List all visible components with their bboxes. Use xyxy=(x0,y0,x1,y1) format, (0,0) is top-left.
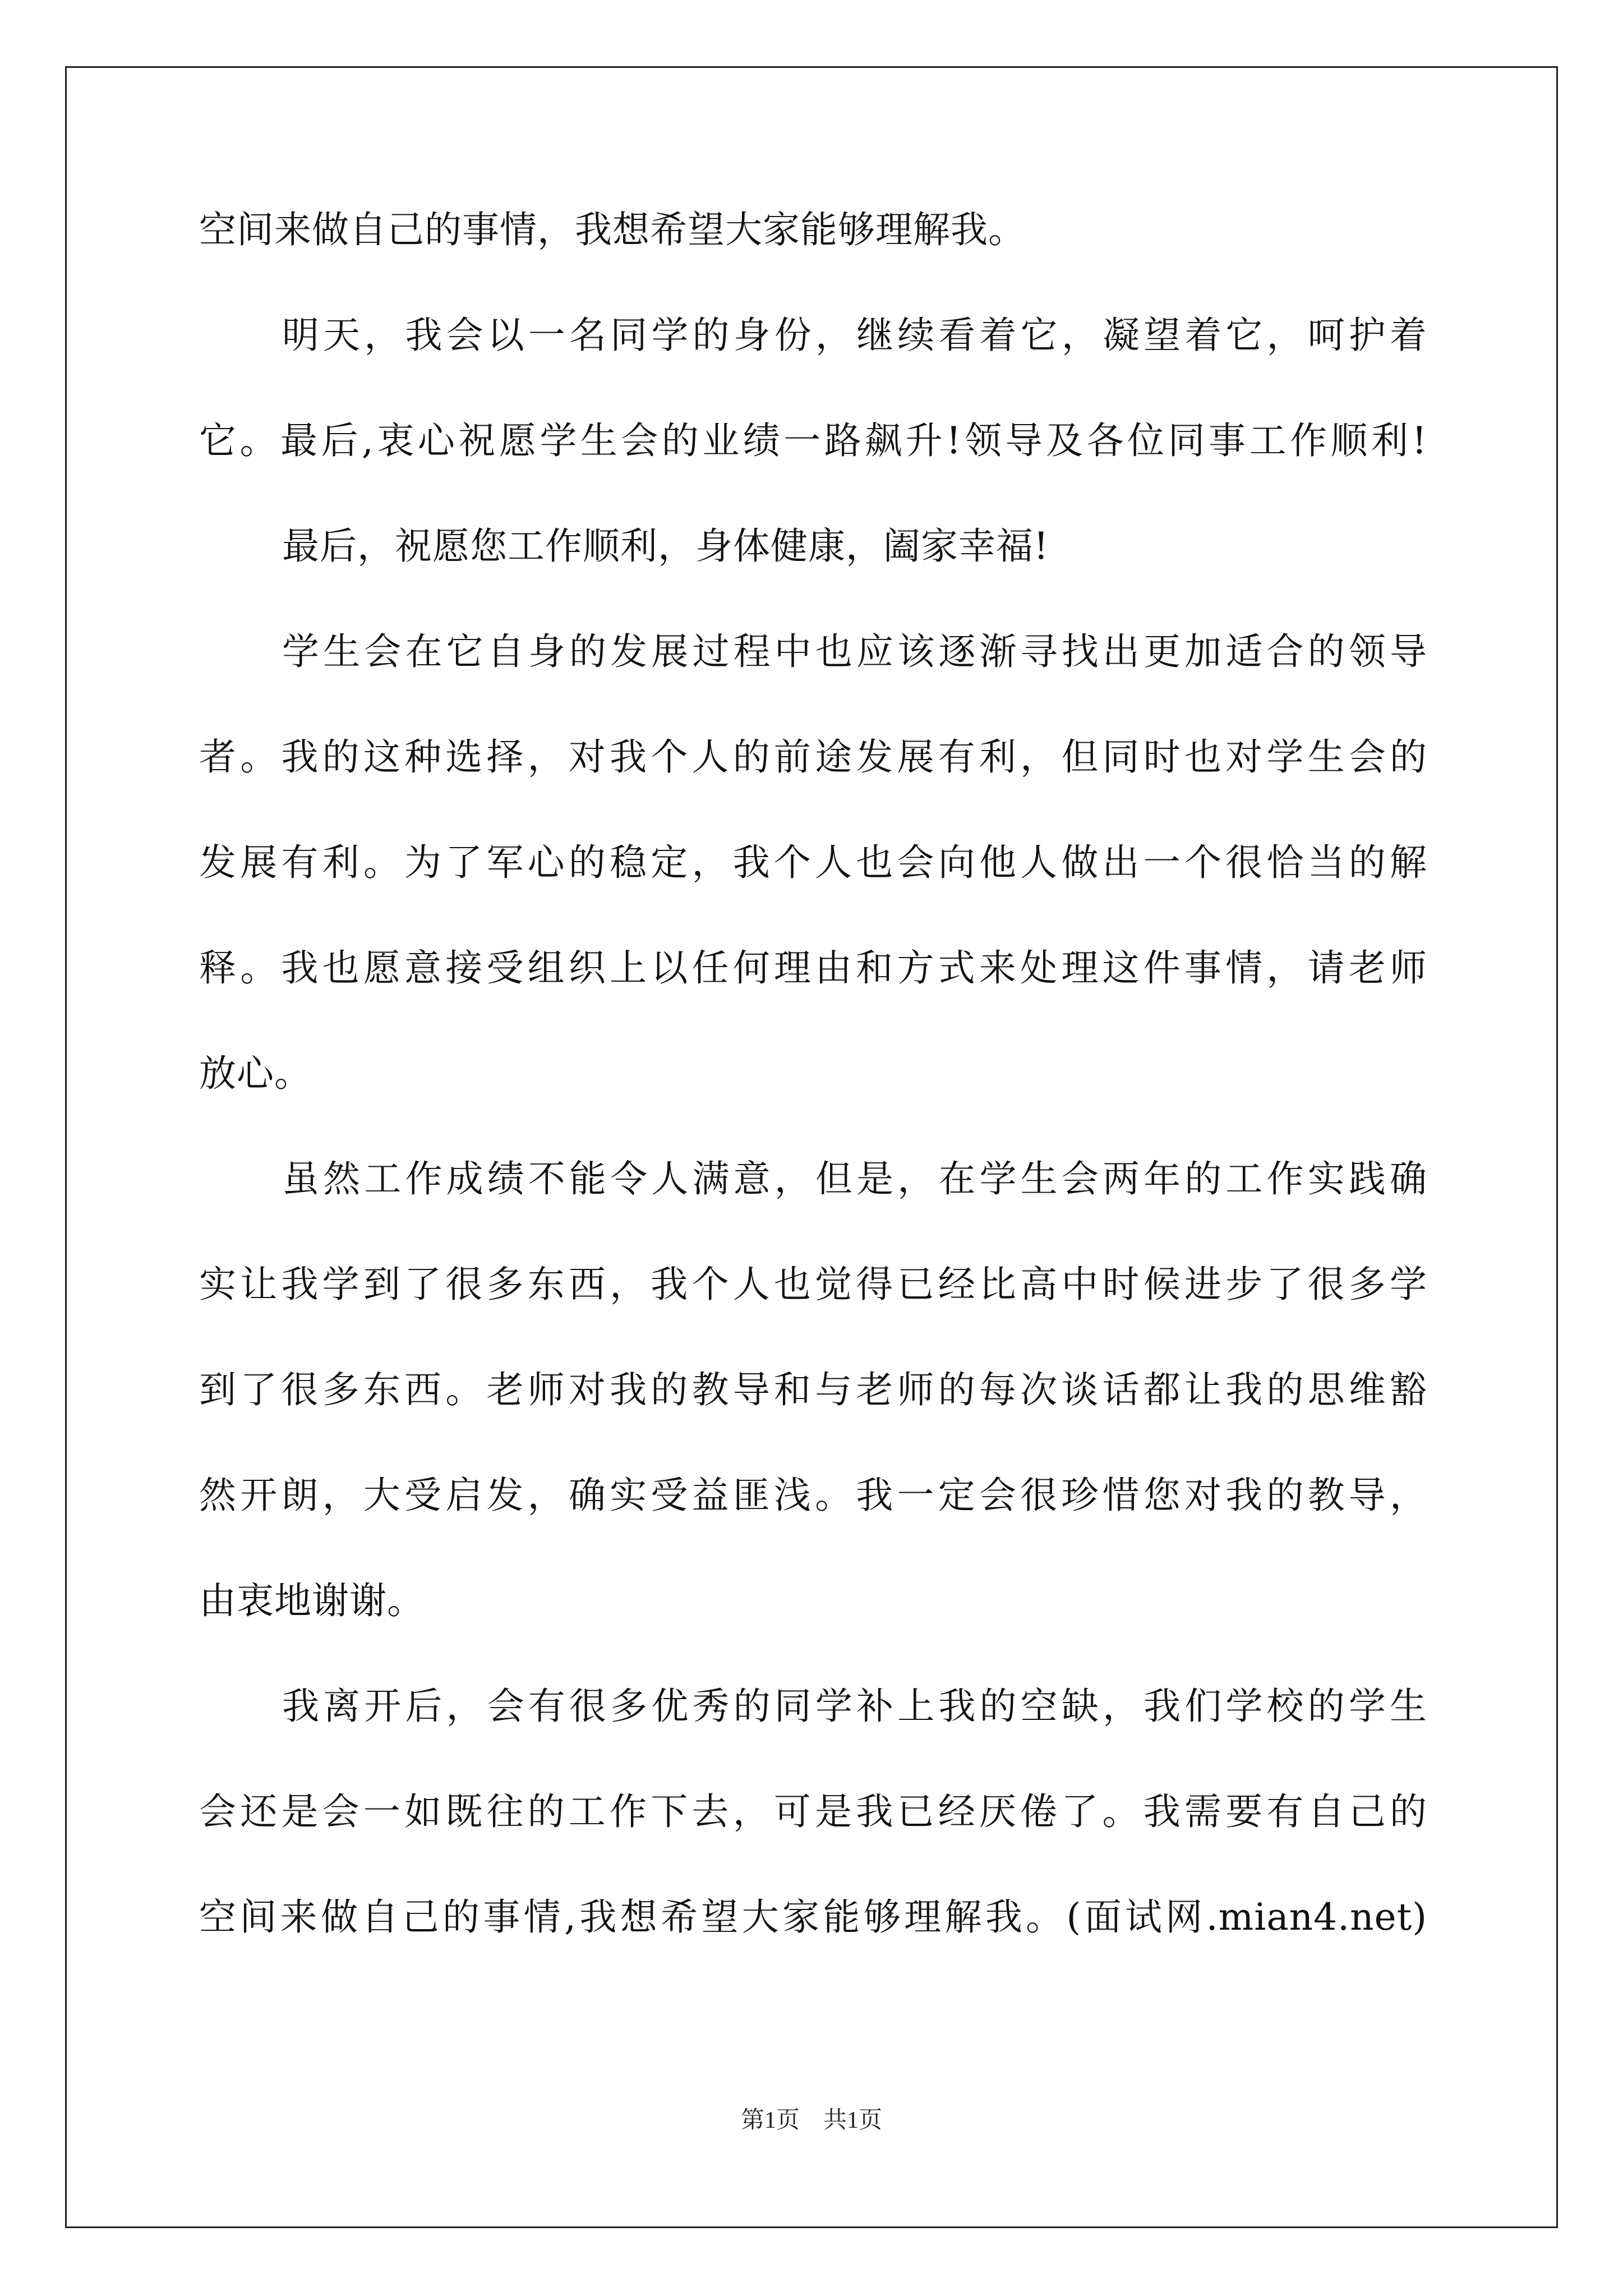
paragraph-line: 明天，我会以一名同学的身份，继续看着它，凝望着它，呵护着 xyxy=(282,314,1427,357)
text-line: 它。最后,衷心祝愿学生会的业绩一路飙升!领导及各位同事工作顺利! xyxy=(199,419,1427,462)
page-number: 第1页 xyxy=(740,2108,800,2133)
page-footer xyxy=(0,2106,1623,2134)
text-line: 然开朗，大受启发，确实受益匪浅。我一定会很珍惜您对我的教导， xyxy=(199,1474,1427,1517)
text-line: 空间来做自己的事情，我想希望大家能够理解我。 xyxy=(199,208,1026,251)
paragraph-line: 学生会在它自身的发展过程中也应该逐渐寻找出更加适合的领导 xyxy=(282,630,1427,673)
text-line: 放心。 xyxy=(199,1052,312,1095)
text-line: 释。我也愿意接受组织上以任何理由和方式来处理这件事情，请老师 xyxy=(199,946,1427,990)
paragraph-line: 虽然工作成绩不能令人满意，但是，在学生会两年的工作实践确 xyxy=(282,1157,1427,1200)
text-line: 空间来做自己的事情,我想希望大家能够理解我。(面试网.mian4.net) xyxy=(199,1895,1427,1939)
paragraph-line: 最后，祝愿您工作顺利，身体健康，阖家幸福! xyxy=(282,524,1049,568)
text-line: 会还是会一如既往的工作下去，可是我已经厌倦了。我需要有自己的 xyxy=(199,1790,1427,1833)
page-total: 共1页 xyxy=(823,2108,883,2133)
text-line: 到了很多东西。老师对我的教导和与老师的每次谈话都让我的思维豁 xyxy=(199,1368,1427,1411)
text-line: 由衷地谢谢。 xyxy=(199,1579,425,1622)
text-line: 者。我的这种选择，对我个人的前途发展有利，但同时也对学生会的 xyxy=(199,735,1427,779)
text-line: 实让我学到了很多东西，我个人也觉得已经比高中时候进步了很多学 xyxy=(199,1263,1427,1306)
paragraph-line: 我离开后，会有很多优秀的同学补上我的空缺，我们学校的学生 xyxy=(282,1685,1427,1728)
text-line: 发展有利。为了军心的稳定，我个人也会向他人做出一个很恰当的解 xyxy=(199,841,1427,884)
